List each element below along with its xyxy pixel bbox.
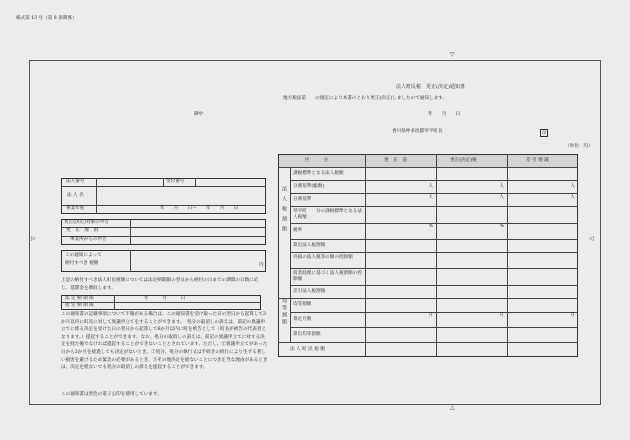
fold-mark-top-icon: ▽ <box>450 51 455 58</box>
group-label-corp-tax: 法人税割額 <box>281 186 287 236</box>
frame-right-line <box>600 60 601 404</box>
form-number: 様式第 13 号（第 8 条関係） <box>16 16 77 21</box>
cell-value: 人 <box>428 195 433 200</box>
row-label: 分割基準(総数) <box>293 184 325 189</box>
appeal-notes: この通知書の記載事項について不服がある場合は、この通知書を受け取った日の翌日から起算して3か月以内に町長に対して異議申立てをすることができます。 処分の取消しの訴えは、前記の異議申立てに係る決定を受けた日の翌日から起算して6か月以内に町を被告として（町長が被告の代表者となります。）提起することができます。なお、処分の取消しの訴えは、前記の異議申立てに対する決定を経た後でなければ提起することができないこととされています。ただし、①異議申立てがあった日から3か月を経過しても決定がないとき、②処分、処分の執行又は手続きの続行により生ずる著しい損害を避けるため緊急の必要があるとき、③その他決定を経ないことにつき正当な理由があるときは、決定を経ないでも処分の取消しの訴えを提起することができます。 <box>61 312 268 371</box>
row-label: 算出法人税割額 <box>293 243 326 248</box>
cell-value: 人 <box>499 184 504 189</box>
cell-value: % <box>499 224 504 229</box>
late-fee-note: 上記の納付すべき法人町民税額については法定納期限の翌日から納付の日までの期間の日数に応じ、延滞金を徴収します。 <box>61 278 259 291</box>
frame-top-line <box>29 60 601 61</box>
corp-name-label: 法 人 名 <box>67 193 84 198</box>
cell-value: % <box>428 224 433 229</box>
cell-value: 人 <box>570 184 575 189</box>
receipt-number-label: 受付番号 <box>166 179 185 184</box>
business-year-label: 事業年度 <box>66 206 85 211</box>
business-year-value: 年 月 日～ 年 月 日 <box>160 206 239 211</box>
yen-label: 円 <box>259 263 264 268</box>
reason-label: 更 正 理 由 <box>66 228 99 233</box>
cell-value: 月 <box>499 313 504 318</box>
legal-deadline-label: 法 定 納 期 限 <box>65 296 94 301</box>
cell-value: 人 <box>570 195 575 200</box>
cell-value: 人 <box>499 195 504 200</box>
fold-mark-left-icon: ▷ <box>31 235 36 242</box>
fold-mark-right-icon: ◁ <box>589 235 594 242</box>
document-title: 法人町民税 更正(決定)通知書 <box>396 84 465 90</box>
row-label: 算定月数 <box>293 317 312 322</box>
row-label: 仮装経理に基づく法人税割額の控除額 <box>293 271 362 282</box>
row-label: 外国の法人税等の額の控除額 <box>293 255 353 260</box>
tax-due-label-2: 納付すべき 税額 <box>65 261 99 266</box>
row-label: 算出均等割額 <box>293 332 321 337</box>
fold-mark-bottom-icon: △ <box>450 404 455 411</box>
row-label: 均等割額 <box>293 302 312 307</box>
official-seal: 印 <box>542 130 546 135</box>
cell-value: 月 <box>428 313 433 318</box>
issuer-name: 香川県仲多度郡琴平町長 <box>392 129 443 134</box>
seal-note: この通知書は黒色の電子公印を使用しています。 <box>61 392 162 397</box>
row-label: 課税標準となる法人税額 <box>293 171 344 176</box>
addressee-suffix: 御中 <box>194 112 204 117</box>
row-label: 分割基準 <box>293 197 312 202</box>
frame-left-line <box>29 60 30 404</box>
header-category: 区 分 <box>305 158 328 163</box>
row-label: 税率 <box>293 228 303 233</box>
deadline-date: 年 月 日 <box>144 296 186 301</box>
corp-number-label: 法人番号 <box>66 179 85 184</box>
tax-due-label-1: この通知によって <box>65 253 102 258</box>
header-difference: 差 引 増 減 <box>526 158 549 163</box>
cell-value: 人 <box>428 184 433 189</box>
frame-bottom-line <box>29 404 601 405</box>
header-after: 更正(決定)後 <box>450 158 477 163</box>
issue-date: 年 月 日 <box>428 112 461 117</box>
unit-label: （単位：円） <box>565 144 593 149</box>
reason-head-label: 更正(決定)対象の申告 <box>64 220 109 225</box>
legal-notice: 地方税法第 の規定により本書のとおり更正(決定)しましたので通知します。 <box>283 96 448 101</box>
reason-sub-label: 事業所からの申告 <box>70 237 107 242</box>
total-label: 法 人 町 民 税 額 <box>290 347 325 352</box>
designated-deadline-label: 指 定 納 期 限 <box>65 303 94 308</box>
group-label-per-capita: 均等割額 <box>281 298 287 326</box>
cell-value: 月 <box>570 313 575 318</box>
row-label: 琴平町 分の課税標準となる法人税額 <box>293 209 362 220</box>
row-label: 差引法人税割額 <box>293 289 326 294</box>
header-before: 更 正 前 <box>384 158 407 163</box>
